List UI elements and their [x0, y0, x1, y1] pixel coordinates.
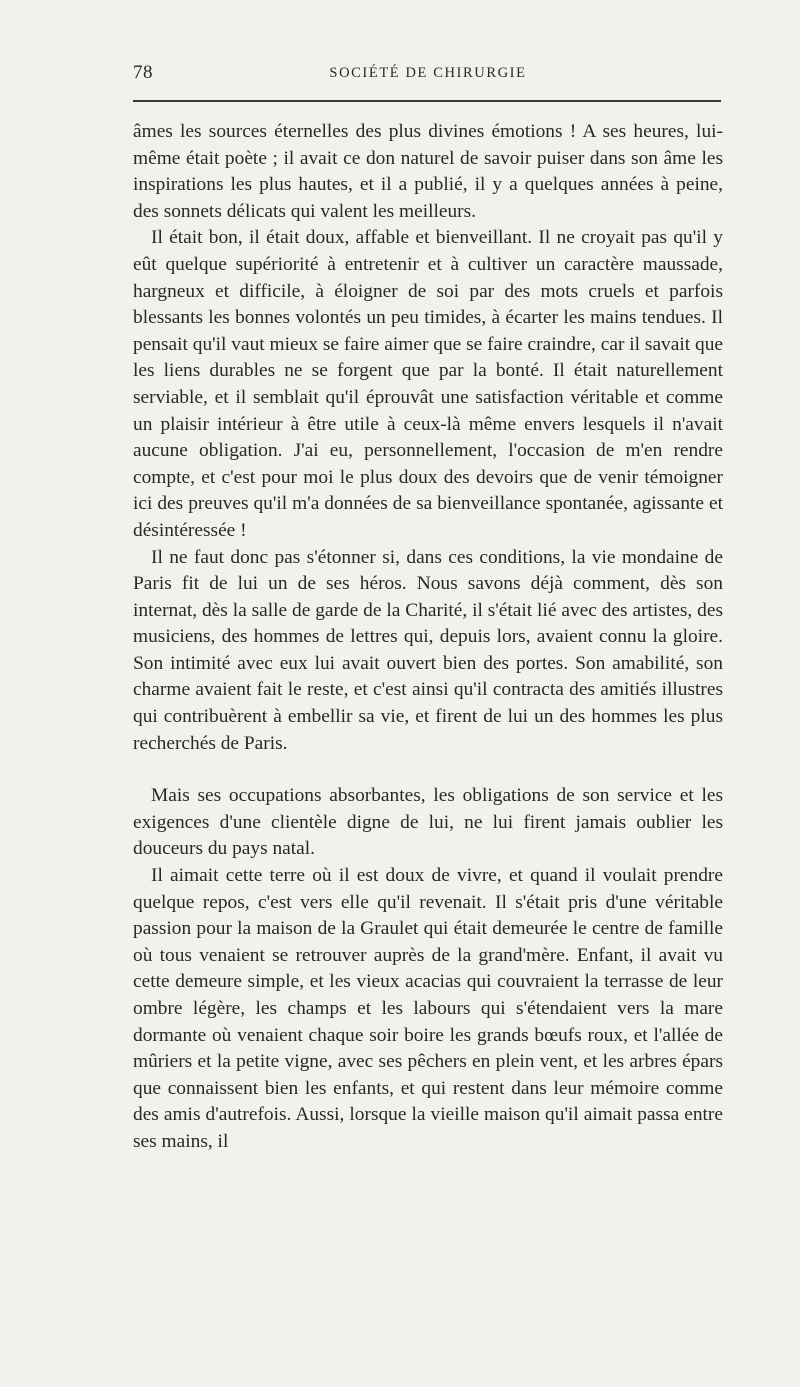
body-text — [133, 119, 723, 1156]
paragraph-3: Il ne faut donc pas s'étonner si, dans ces conditions, la vie mondaine de Paris fit de lui un de ses héros. Nous savons déjà comment, dès son internat, dès la salle de garde de la Charité, il s'était lié avec des artistes, des musiciens, des hommes de lettres qui, depuis lors, avaient connu la gloire. Son intimité avec eux lui avait ouvert bien des portes. Son amabilité, son charme avaient fait le reste, et c'est ainsi qu'il contracta des amitiés illustres qui contribuèrent à embellir sa vie, et firent de lui un des hommes les plus recherchés de Paris. — [133, 546, 723, 754]
paragraph-4: Mais ses occupations absorbantes, les obligations de son service et les exigences d'une clientèle digne de lui, ne lui firent jamais oublier les douceurs du pays natal. — [133, 785, 723, 860]
journal-title: SOCIÉTÉ DE CHIRURGIE — [329, 65, 527, 81]
running-head — [133, 62, 723, 88]
page-number: 78 — [133, 62, 153, 83]
paragraph-5: Il aimait cette terre où il est doux de vivre, et quand il voulait prendre quelque repos, c'est vers elle qu'il revenait. Il s'était pris d'une véritable passion pour la maison de la Graulet qui était demeurée le centre de famille où tous venaient se retrouver auprès de la grand'mère. Enfant, il avait vu cette demeure simple, et les vieux acacias qui couvraient la terrasse de leur ombre légère, les champs et les labours qui s'étendaient vers la mare dormante où venaient chaque soir boire les grands bœufs roux, et l'allée de mûriers et la petite vigne, avec ses pêchers en plein vent, et les arbres épars que connaissent bien les enfants, et qui restent dans leur mémoire comme des amis d'autrefois. Aussi, lorsque la vieille maison qu'il aimait passa entre ses mains, il — [133, 865, 723, 1152]
header-rule — [133, 100, 721, 102]
paragraph-1: âmes les sources éternelles des plus divines émotions ! A ses heures, lui-même était poète ; il avait ce don naturel de savoir puiser dans son âme les inspirations les plus hautes, et il a publié, il y a quelques années à peine, des sonnets délicats qui valent les meilleurs. — [133, 121, 723, 222]
paragraph-2: Il était bon, il était doux, affable et bienveillant. Il ne croyait pas qu'il y eût quelque supériorité à entretenir et à cultiver un caractère maussade, hargneux et difficile, à éloigner de soi par des mots cruels et parfois blessants les bonnes volontés un peu timides, à écarter les mains tendues. Il pensait qu'il vaut mieux se faire aimer que se faire craindre, car il savait que les liens durables ne se forgent que par la bonté. Il était naturellement serviable, et il semblait qu'il éprouvât une satisfaction véritable et comme un plaisir intérieur à être utile à ceux-là même envers lesquels il n'avait aucune obligation. J'ai eu, personnellement, l'occasion de m'en rendre compte, et c'est pour moi le plus doux des devoirs que de venir témoigner ici des preuves qu'il m'a données de sa bienveillance spontanée, agissante et désintéressée ! — [133, 227, 723, 541]
